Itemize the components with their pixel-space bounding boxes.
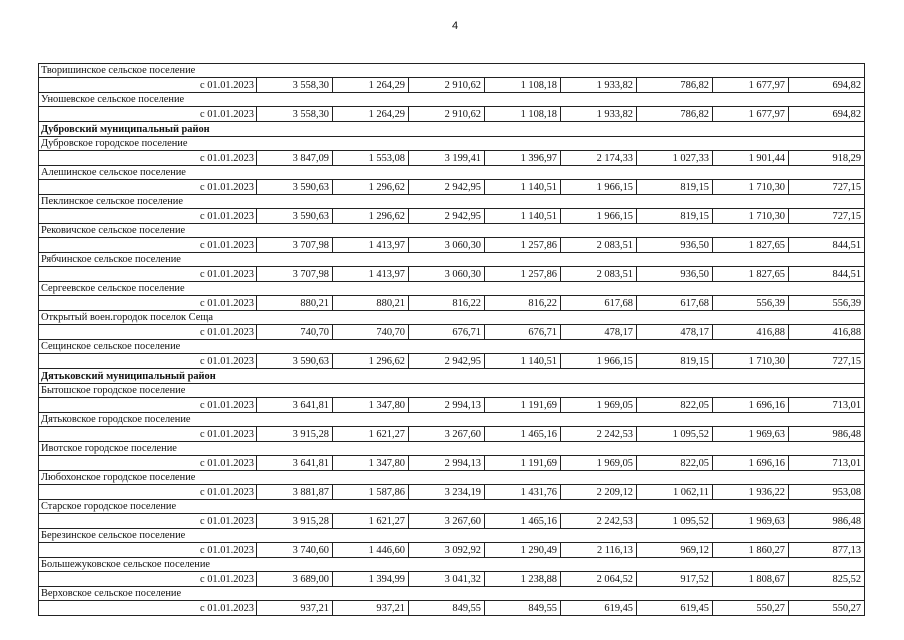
tariff-value: 1 465,16: [485, 514, 561, 529]
tariff-value: 1 710,30: [713, 180, 789, 195]
tariff-value: 849,55: [485, 601, 561, 616]
settlement-name: Алешинское сельское поселение: [39, 166, 865, 180]
table-row: [39, 427, 865, 442]
tariff-value: 816,22: [409, 296, 485, 311]
effective-date: с 01.01.2023: [39, 151, 257, 166]
tariff-value: 1 062,11: [637, 485, 713, 500]
tariff-value: 1 257,86: [485, 267, 561, 282]
tariff-value: 3 267,60: [409, 427, 485, 442]
effective-date: с 01.01.2023: [39, 238, 257, 253]
effective-date: с 01.01.2023: [39, 543, 257, 558]
tariff-value: 3 847,09: [257, 151, 333, 166]
tariff-value: 1 933,82: [561, 107, 637, 122]
page-number: 4: [451, 20, 459, 32]
tariff-value: 819,15: [637, 180, 713, 195]
tariff-value: 2 209,12: [561, 485, 637, 500]
effective-date: с 01.01.2023: [39, 296, 257, 311]
settlement-name: Сергеевское сельское поселение: [39, 282, 865, 296]
tariff-value: 694,82: [789, 107, 865, 122]
settlement-name: Бытошское городское поселение: [39, 384, 865, 398]
effective-date: с 01.01.2023: [39, 180, 257, 195]
tariff-value: 1 257,86: [485, 238, 561, 253]
tariff-value: 3 915,28: [257, 514, 333, 529]
tariff-value: 2 910,62: [409, 78, 485, 93]
tariff-value: 1 296,62: [333, 180, 409, 195]
tariff-value: 1 587,86: [333, 485, 409, 500]
tariff-value: 694,82: [789, 78, 865, 93]
tariff-value: 1 696,16: [713, 398, 789, 413]
settlement-name: Пеклинское сельское поселение: [39, 195, 865, 209]
tariff-value: 1 621,27: [333, 427, 409, 442]
tariff-value: 740,70: [333, 325, 409, 340]
settlement-name: Дятьковское городское поселение: [39, 413, 865, 427]
tariff-value: 727,15: [789, 209, 865, 224]
tariff-value: 986,48: [789, 427, 865, 442]
tariff-value: 1 553,08: [333, 151, 409, 166]
tariff-value: 1 191,69: [485, 398, 561, 413]
settlement-name: Творишинское сельское поселение: [39, 64, 865, 78]
tariff-value: 1 936,22: [713, 485, 789, 500]
tariff-value: 617,68: [637, 296, 713, 311]
tariff-value: 2 910,62: [409, 107, 485, 122]
tariff-value: 822,05: [637, 398, 713, 413]
tariff-value: 2 242,53: [561, 514, 637, 529]
tariff-value: 1 238,88: [485, 572, 561, 587]
district-heading-row: [39, 122, 865, 137]
tariff-value: 1 264,29: [333, 107, 409, 122]
tariff-value: 1 969,05: [561, 398, 637, 413]
tariff-value: 918,29: [789, 151, 865, 166]
tariff-value: 3 234,19: [409, 485, 485, 500]
tariff-value: 1 347,80: [333, 398, 409, 413]
tariff-value: 986,48: [789, 514, 865, 529]
tariff-value: 844,51: [789, 238, 865, 253]
tariff-value: 2 942,95: [409, 354, 485, 369]
settlement-name: Ивотское городское поселение: [39, 442, 865, 456]
settlement-name: Верховское сельское поселение: [39, 587, 865, 601]
settlement-name-row: [39, 529, 865, 543]
tariff-value: 2 994,13: [409, 398, 485, 413]
tariff-value: 416,88: [789, 325, 865, 340]
tariff-value: 3 060,30: [409, 267, 485, 282]
tariff-value: 3 558,30: [257, 107, 333, 122]
settlement-name-row: [39, 500, 865, 514]
settlement-name-row: [39, 384, 865, 398]
tariff-value: 1 465,16: [485, 427, 561, 442]
tariff-value: 937,21: [333, 601, 409, 616]
tariff-value: 1 827,65: [713, 238, 789, 253]
table-row: [39, 151, 865, 166]
tariff-value: 844,51: [789, 267, 865, 282]
tariff-value: 1 966,15: [561, 180, 637, 195]
tariff-value: 1 347,80: [333, 456, 409, 471]
tariff-value: 1 095,52: [637, 427, 713, 442]
tariff-value: 619,45: [561, 601, 637, 616]
table-row: [39, 78, 865, 93]
tariff-value: 3 707,98: [257, 238, 333, 253]
table-row: [39, 601, 865, 616]
settlement-name-row: [39, 282, 865, 296]
tariff-value: 3 558,30: [257, 78, 333, 93]
tariff-value: 3 041,32: [409, 572, 485, 587]
tariff-value: 2 942,95: [409, 209, 485, 224]
effective-date: с 01.01.2023: [39, 354, 257, 369]
tariff-value: 676,71: [409, 325, 485, 340]
effective-date: с 01.01.2023: [39, 267, 257, 282]
effective-date: с 01.01.2023: [39, 209, 257, 224]
settlement-name-row: [39, 64, 865, 78]
tariff-value: 556,39: [789, 296, 865, 311]
tariff-value: 478,17: [637, 325, 713, 340]
tariff-value: 416,88: [713, 325, 789, 340]
table-row: [39, 354, 865, 369]
tariff-value: 917,52: [637, 572, 713, 587]
tariff-value: 1 191,69: [485, 456, 561, 471]
tariff-value: 1 677,97: [713, 107, 789, 122]
tariff-value: 1 140,51: [485, 209, 561, 224]
settlement-name: Уношевское сельское поселение: [39, 93, 865, 107]
settlement-name: Сещинское сельское поселение: [39, 340, 865, 354]
tariff-value: 3 590,63: [257, 180, 333, 195]
tariff-value: 2 116,13: [561, 543, 637, 558]
settlement-name-row: [39, 93, 865, 107]
settlement-name-row: [39, 253, 865, 267]
settlement-name-row: [39, 195, 865, 209]
district-name: Дятьковский муниципальный район: [39, 369, 865, 384]
tariff-value: 1 394,99: [333, 572, 409, 587]
tariff-value: 713,01: [789, 456, 865, 471]
table-body: [39, 64, 865, 616]
effective-date: с 01.01.2023: [39, 78, 257, 93]
tariff-value: 1 446,60: [333, 543, 409, 558]
tariff-value: 2 064,52: [561, 572, 637, 587]
tariff-value: 953,08: [789, 485, 865, 500]
table-row: [39, 572, 865, 587]
settlement-name: Рековичское сельское поселение: [39, 224, 865, 238]
tariff-value: 3 060,30: [409, 238, 485, 253]
settlement-name: Любохонское городское поселение: [39, 471, 865, 485]
tariff-value: 786,82: [637, 78, 713, 93]
tariff-value: 2 942,95: [409, 180, 485, 195]
tariff-value: 819,15: [637, 354, 713, 369]
table-row: [39, 107, 865, 122]
tariff-value: 713,01: [789, 398, 865, 413]
tariff-value: 3 641,81: [257, 456, 333, 471]
tariff-value: 2 174,33: [561, 151, 637, 166]
tariff-value: 3 915,28: [257, 427, 333, 442]
tariff-value: 936,50: [637, 238, 713, 253]
tariff-value: 1 290,49: [485, 543, 561, 558]
settlement-name-row: [39, 413, 865, 427]
tariff-value: 740,70: [257, 325, 333, 340]
settlement-name-row: [39, 166, 865, 180]
effective-date: с 01.01.2023: [39, 325, 257, 340]
tariff-value: 937,21: [257, 601, 333, 616]
settlement-name-row: [39, 137, 865, 151]
settlement-name-row: [39, 587, 865, 601]
tariff-value: 1 966,15: [561, 209, 637, 224]
tariff-value: 3 707,98: [257, 267, 333, 282]
table-row: [39, 238, 865, 253]
tariff-value: 1 969,63: [713, 514, 789, 529]
settlement-name-row: [39, 224, 865, 238]
tariff-value: 2 994,13: [409, 456, 485, 471]
tariff-value: 822,05: [637, 456, 713, 471]
effective-date: с 01.01.2023: [39, 485, 257, 500]
tariff-value: 877,13: [789, 543, 865, 558]
settlement-name: Открытый воен.городок поселок Сеща: [39, 311, 865, 325]
tariff-value: 1 969,05: [561, 456, 637, 471]
tariff-value: 1 621,27: [333, 514, 409, 529]
table-row: [39, 398, 865, 413]
effective-date: с 01.01.2023: [39, 601, 257, 616]
tariff-table: [38, 63, 865, 616]
tariff-value: 1 413,97: [333, 238, 409, 253]
tariff-value: 1 108,18: [485, 107, 561, 122]
tariff-value: 1 140,51: [485, 180, 561, 195]
tariff-value: 617,68: [561, 296, 637, 311]
tariff-value: 3 199,41: [409, 151, 485, 166]
tariff-value: 619,45: [637, 601, 713, 616]
tariff-value: 1 264,29: [333, 78, 409, 93]
tariff-value: 1 827,65: [713, 267, 789, 282]
tariff-value: 556,39: [713, 296, 789, 311]
effective-date: с 01.01.2023: [39, 456, 257, 471]
tariff-value: 1 296,62: [333, 209, 409, 224]
tariff-value: 1 108,18: [485, 78, 561, 93]
tariff-value: 849,55: [409, 601, 485, 616]
table-row: [39, 485, 865, 500]
effective-date: с 01.01.2023: [39, 572, 257, 587]
settlement-name: Березинское сельское поселение: [39, 529, 865, 543]
tariff-value: 1 677,97: [713, 78, 789, 93]
settlement-name: Рябчинское сельское поселение: [39, 253, 865, 267]
tariff-value: 727,15: [789, 180, 865, 195]
effective-date: с 01.01.2023: [39, 398, 257, 413]
tariff-value: 880,21: [333, 296, 409, 311]
tariff-value: 1 966,15: [561, 354, 637, 369]
settlement-name-row: [39, 340, 865, 354]
table-row: [39, 514, 865, 529]
settlement-name-row: [39, 442, 865, 456]
tariff-value: 1 396,97: [485, 151, 561, 166]
settlement-name-row: [39, 471, 865, 485]
table-row: [39, 209, 865, 224]
settlement-name-row: [39, 311, 865, 325]
tariff-value: 3 092,92: [409, 543, 485, 558]
tariff-value: 1 095,52: [637, 514, 713, 529]
tariff-value: 786,82: [637, 107, 713, 122]
tariff-value: 1 140,51: [485, 354, 561, 369]
settlement-name: Большежуковское сельское поселение: [39, 558, 865, 572]
table-row: [39, 267, 865, 282]
tariff-value: 550,27: [789, 601, 865, 616]
table-row: [39, 543, 865, 558]
tariff-value: 3 641,81: [257, 398, 333, 413]
tariff-value: 1 933,82: [561, 78, 637, 93]
tariff-value: 936,50: [637, 267, 713, 282]
tariff-value: 1 969,63: [713, 427, 789, 442]
tariff-value: 1 431,76: [485, 485, 561, 500]
district-name: Дубровский муниципальный район: [39, 122, 865, 137]
table-row: [39, 180, 865, 195]
tariff-value: 1 296,62: [333, 354, 409, 369]
settlement-name: Старское городское поселение: [39, 500, 865, 514]
tariff-value: 819,15: [637, 209, 713, 224]
tariff-value: 1 710,30: [713, 209, 789, 224]
tariff-value: 478,17: [561, 325, 637, 340]
tariff-value: 676,71: [485, 325, 561, 340]
tariff-value: 816,22: [485, 296, 561, 311]
tariff-value: 3 590,63: [257, 209, 333, 224]
table-row: [39, 325, 865, 340]
table-row: [39, 296, 865, 311]
effective-date: с 01.01.2023: [39, 427, 257, 442]
tariff-value: 1 860,27: [713, 543, 789, 558]
tariff-value: 1 808,67: [713, 572, 789, 587]
tariff-value: 1 413,97: [333, 267, 409, 282]
tariff-value: 825,52: [789, 572, 865, 587]
tariff-value: 1 710,30: [713, 354, 789, 369]
tariff-value: 3 267,60: [409, 514, 485, 529]
tariff-value: 3 881,87: [257, 485, 333, 500]
tariff-value: 1 901,44: [713, 151, 789, 166]
effective-date: с 01.01.2023: [39, 514, 257, 529]
tariff-value: 2 083,51: [561, 238, 637, 253]
district-heading-row: [39, 369, 865, 384]
tariff-value: 2 242,53: [561, 427, 637, 442]
tariff-value: 880,21: [257, 296, 333, 311]
effective-date: с 01.01.2023: [39, 107, 257, 122]
settlement-name: Дубровское городское поселение: [39, 137, 865, 151]
tariff-value: 1 696,16: [713, 456, 789, 471]
table-row: [39, 456, 865, 471]
tariff-value: 3 590,63: [257, 354, 333, 369]
settlement-name-row: [39, 558, 865, 572]
tariff-value: 3 689,00: [257, 572, 333, 587]
tariff-value: 550,27: [713, 601, 789, 616]
tariff-value: 969,12: [637, 543, 713, 558]
tariff-value: 2 083,51: [561, 267, 637, 282]
tariff-value: 727,15: [789, 354, 865, 369]
tariff-value: 1 027,33: [637, 151, 713, 166]
tariff-value: 3 740,60: [257, 543, 333, 558]
